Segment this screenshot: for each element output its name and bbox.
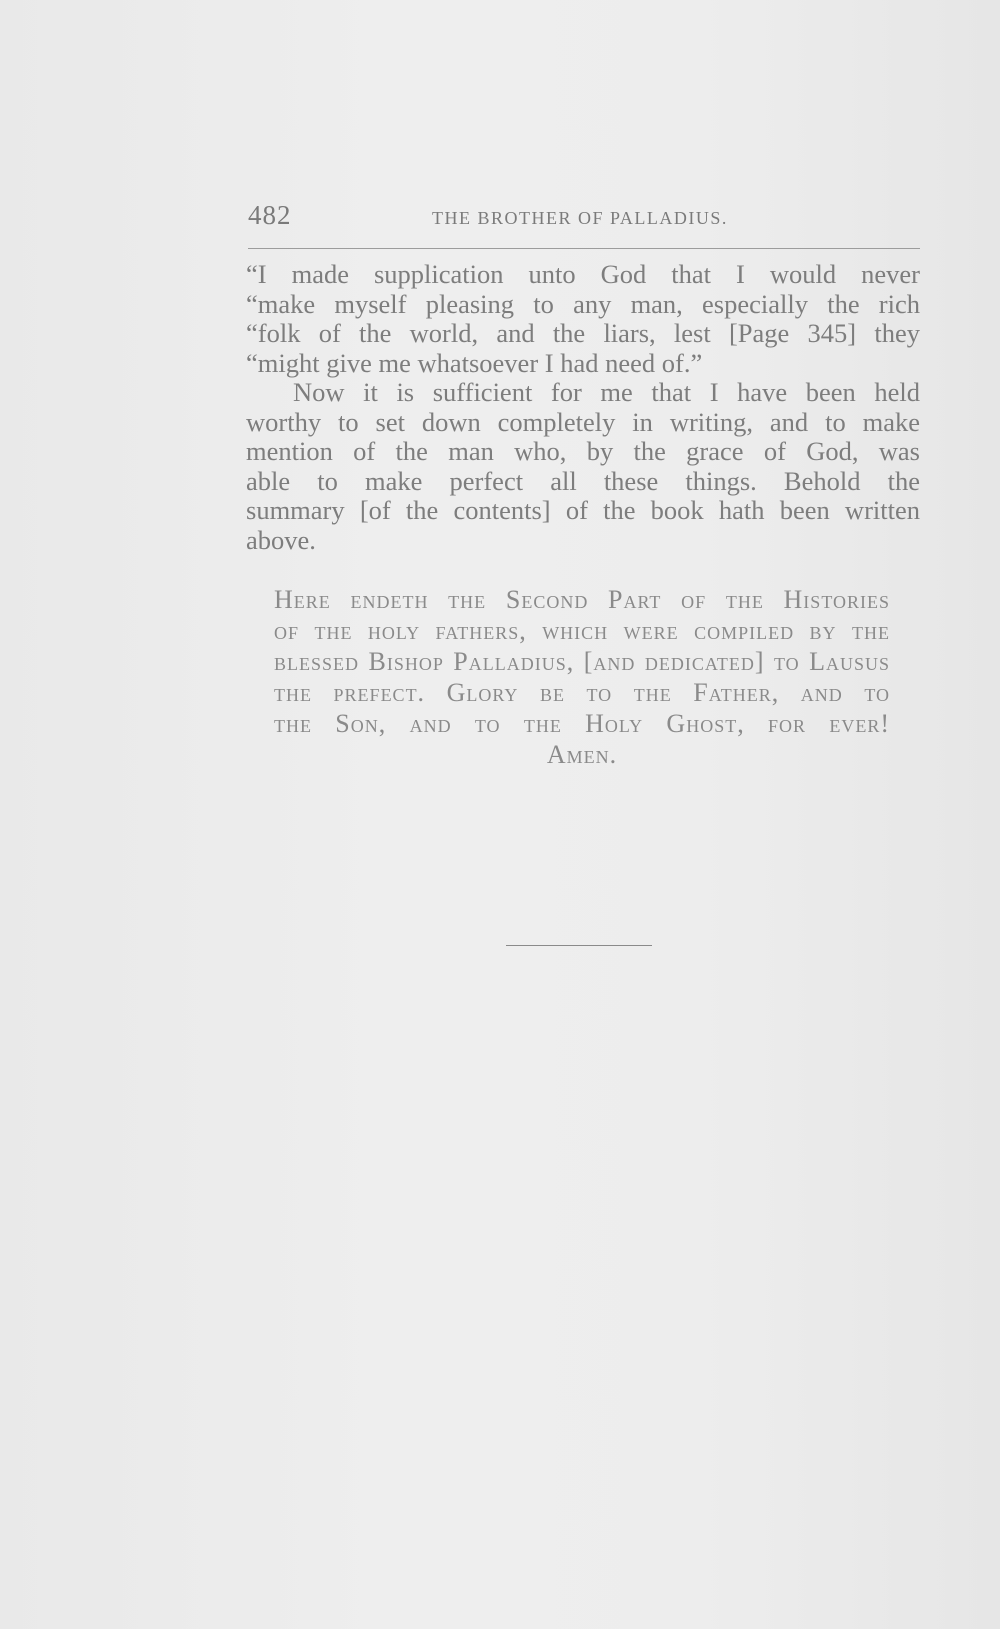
- body-line: worthy to set down completely in writing, and to make: [246, 406, 920, 437]
- colophon-line: the Son, and to the Holy Ghost, for ever!: [274, 709, 890, 738]
- body-line: “might give me whatsoever I had need of.”: [246, 347, 703, 378]
- colophon-line: the prefect. Glory be to the Father, and to: [274, 678, 890, 707]
- body-line: “folk of the world, and the liars, lest [Page 345] they: [246, 318, 920, 348]
- body-line: Now it is sufficient for me that I have been held: [293, 377, 920, 407]
- body-line: able to make perfect all these things. Behold the: [246, 465, 920, 496]
- page-number: 482: [248, 200, 292, 230]
- end-rule: [506, 945, 652, 946]
- body-line: above.: [246, 524, 316, 555]
- colophon-line: of the holy fathers, which were compiled by the: [274, 616, 890, 645]
- body-line: “I made supplication unto God that I would never: [246, 259, 920, 289]
- body-paragraphs: [246, 260, 920, 555]
- colophon-amen: Amen.: [546, 740, 618, 769]
- body-line: summary [of the contents] of the book hath been written: [246, 495, 920, 525]
- running-title: THE BROTHER OF PALLADIUS.: [432, 208, 728, 228]
- body-line: “make myself pleasing to any man, especially the rich: [246, 288, 920, 319]
- colophon: [274, 584, 890, 770]
- colophon-line: Here endeth the Second Part of the Histories: [274, 585, 890, 614]
- colophon-line: blessed Bishop Palladius, [and dedicated] to Lausus: [274, 647, 890, 676]
- running-head: [248, 200, 920, 249]
- body-line: mention of the man who, by the grace of God, was: [246, 436, 920, 466]
